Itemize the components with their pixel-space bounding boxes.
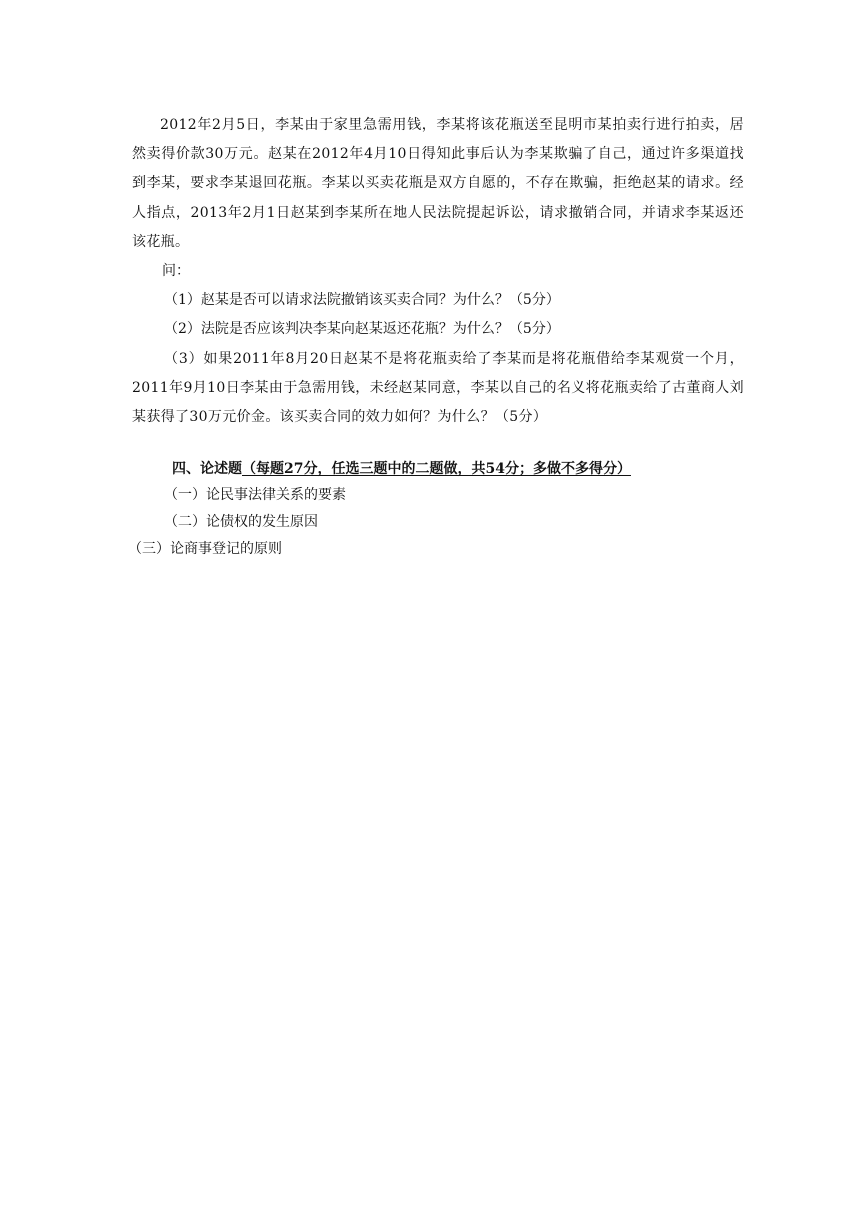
document-content xyxy=(128,111,744,563)
section-title: 四、论述题 xyxy=(172,461,242,478)
question-1: （1）赵某是否可以请求法院撤销该买卖合同？为什么？（5分） xyxy=(164,292,560,309)
question-3: （3）如果2011年8月20日赵某不是将花瓶卖给了李某而是将花瓶借给李某观赏一个月，2011年9月10日李某由于急需用钱，未经赵某同意，李某以自己的名义将花瓶卖给了古董商人刘某获得了30万元价金。该买卖合同的效力如何？为什么？（5分） xyxy=(132,350,744,426)
case-paragraph: 2012年2月5日，李某由于家里急需用钱，李某将该花瓶送至昆明市某拍卖行进行拍卖，居然卖得价款30万元。赵某在2012年4月10日得知此事后认为李某欺骗了自己，通过许多渠道找到李某，要求李某退回花瓶。李某以买卖花瓶是双方自愿的，不存在欺骗，拒绝赵某的请求。经人指点，2013年2月1日赵某到李某所在地人民法院提起诉讼，请求撤销合同，并请求李某返还该花瓶。 xyxy=(132,117,744,250)
section-heading xyxy=(132,456,744,482)
question-prompt: 问： xyxy=(162,263,190,280)
essay-topic-2: （二）论债权的发生原因 xyxy=(164,514,318,531)
question-2: （2）法院是否应该判决李某向赵某返还花瓶？为什么？（5分） xyxy=(164,321,560,338)
essay-topic-1: （一）论民事法律关系的要素 xyxy=(164,487,346,504)
section-note: （每题27分，任选三题中的二题做，共54分；多做不多得分） xyxy=(242,461,631,478)
essay-topic-3: （三）论商事登记的原则 xyxy=(128,541,282,558)
